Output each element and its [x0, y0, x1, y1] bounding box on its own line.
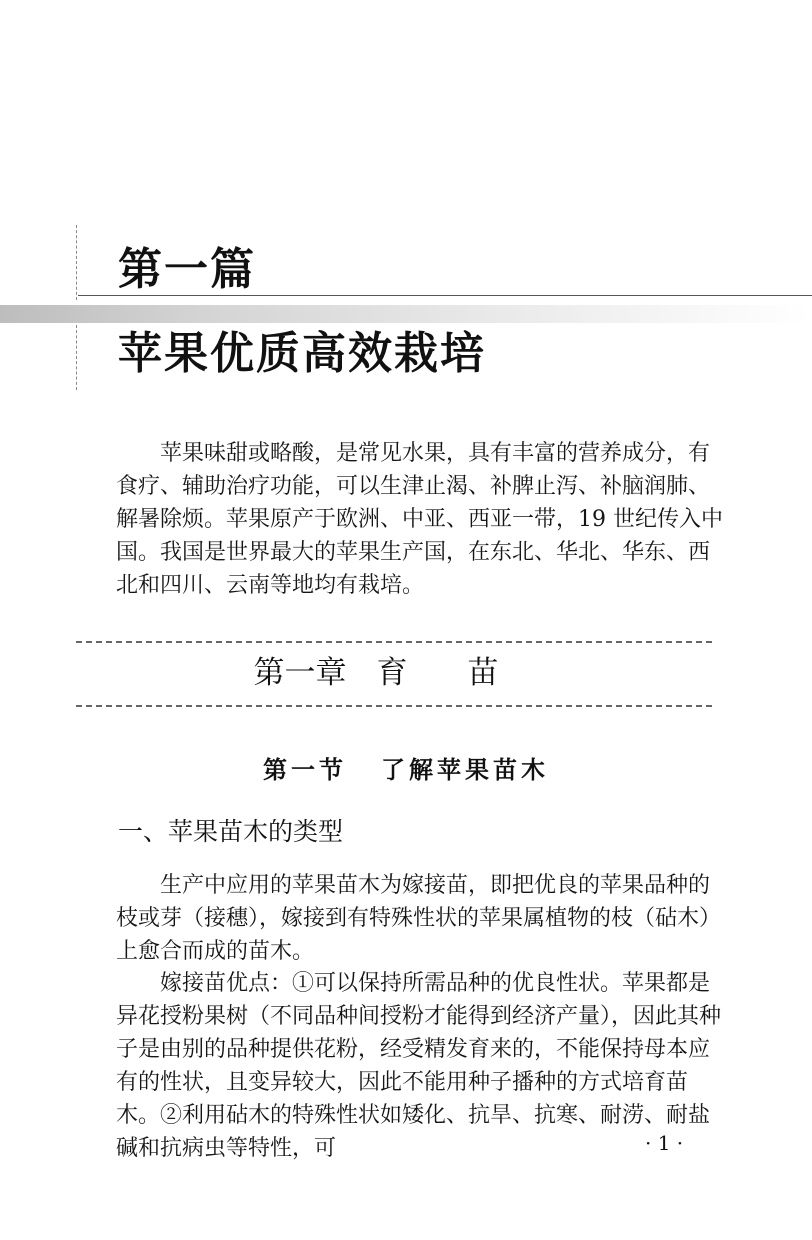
body-paragraph: 嫁接苗优点：①可以保持所需品种的优良性状。苹果都是异花授粉果树（不同品种间授粉才能得到经济产量），因此其种子是由别的品种提供花粉，经受精发育来的，不能保持母本应有的性状，且变异较大，因此不能用种子播种的方式培育苗木。②利用砧木的特殊性状如矮化、抗旱、抗寒、耐涝、耐盐碱和抗病虫等特性，可	[116, 971, 722, 1161]
section-number: 第一节	[263, 755, 347, 784]
chapter-heading	[0, 653, 812, 693]
section-heading	[0, 754, 812, 786]
part-left-rule-top	[76, 225, 78, 300]
chapter-dashed-rule-bottom	[76, 705, 712, 707]
part-shade-band	[0, 305, 812, 323]
page-number: · 1 ·	[645, 1131, 684, 1155]
part-left-rule-bottom	[76, 325, 78, 390]
part-label: 第一篇	[118, 244, 256, 295]
section-title: 了解苹果苗木	[381, 755, 549, 784]
part-divider	[78, 295, 812, 296]
chapter-dashed-rule-top	[76, 641, 712, 643]
chapter-title: 育苗	[376, 655, 559, 691]
intro-paragraph: 苹果味甜或略酸，是常见水果，具有丰富的营养成分，有食疗、辅助治疗功能，可以生津止渴、补脾止泻、补脑润肺、解暑除烦。苹果原产于欧洲、中亚、西亚一带，19 世纪传入中国。我国是世界最大的苹果生产国，在东北、华北、华东、西北和四川、云南等地均有栽培。	[116, 441, 723, 598]
body-paragraph: 生产中应用的苹果苗木为嫁接苗，即把优良的苹果品种的枝或芽（接穗），嫁接到有特殊性状的苹果属植物的枝（砧木）上愈合而成的苗木。	[116, 873, 722, 964]
part-title: 苹果优质高效栽培	[118, 328, 486, 379]
subsection-title: 一、苹果苗木的类型	[118, 817, 344, 846]
chapter-number: 第一章	[253, 655, 347, 691]
